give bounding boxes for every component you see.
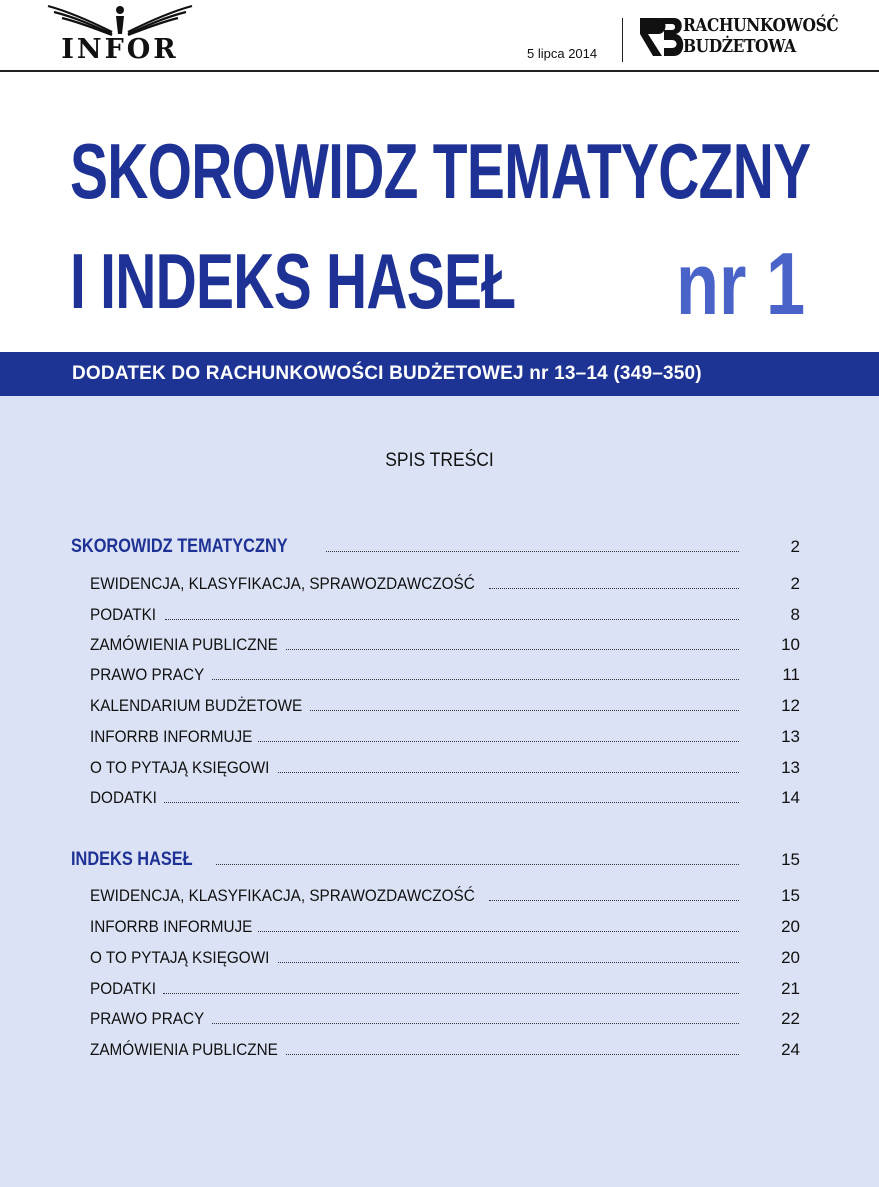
journal-logo-line1: RACHUNKOWOŚĆ xyxy=(683,15,839,36)
toc-page-number: 21 xyxy=(781,979,800,998)
toc-leader xyxy=(489,900,739,901)
toc-page-number: 12 xyxy=(781,696,800,715)
toc-item-label: DODATKI xyxy=(90,788,157,807)
toc-item-label: PODATKI xyxy=(90,605,157,624)
toc-item-label: ZAMÓWIENIA PUBLICZNE xyxy=(90,635,278,654)
toc-page-number: 13 xyxy=(781,727,800,746)
toc-leader xyxy=(286,649,739,650)
toc-item[interactable] xyxy=(0,664,879,688)
toc-item[interactable] xyxy=(0,695,879,719)
toc-leader xyxy=(278,772,739,773)
toc-section[interactable] xyxy=(0,849,879,873)
toc-item-label: PRAWO PRACY xyxy=(90,1009,205,1028)
toc-leader xyxy=(489,588,739,589)
journal-logo-line2: BUDŻETOWA xyxy=(683,36,796,57)
toc-item[interactable] xyxy=(0,978,879,1002)
toc-item[interactable] xyxy=(0,573,879,597)
toc-leader xyxy=(212,679,739,680)
toc-section[interactable] xyxy=(0,536,879,560)
infor-wings-icon xyxy=(40,2,200,36)
toc-item-label: O TO PYTAJĄ KSIĘGOWI xyxy=(90,948,270,967)
toc-leader xyxy=(278,962,739,963)
toc-page-number: 2 xyxy=(790,537,800,556)
toc-item-label: KALENDARIUM BUDŻETOWE xyxy=(90,696,303,715)
toc-item-label: INFORRB INFORMUJE xyxy=(90,917,253,936)
toc-page-number: 14 xyxy=(781,788,800,807)
toc-page-number: 8 xyxy=(790,605,800,624)
toc-item[interactable] xyxy=(0,885,879,909)
toc-item[interactable] xyxy=(0,604,879,628)
toc-page-number: 20 xyxy=(781,917,800,936)
supplement-band xyxy=(0,352,879,396)
toc-item-label: EWIDENCJA, KLASYFIKACJA, SPRAWOZDAWCZOŚĆ xyxy=(90,886,475,905)
toc-heading: SPIS TREŚCI xyxy=(385,450,494,471)
infor-logo xyxy=(40,2,200,64)
title-line1: SKOROWIDZ TEMATYCZNY xyxy=(70,127,811,215)
title-line2: I INDEKS HASEŁ xyxy=(70,237,516,325)
toc-section-label: INDEKS HASEŁ xyxy=(71,849,193,870)
infor-logo-text: INFOR xyxy=(61,34,179,65)
toc-leader xyxy=(165,619,739,620)
toc-page-number: 20 xyxy=(781,948,800,967)
toc-page-number: 10 xyxy=(781,635,800,654)
rachunkowosc-budzetowa-logo-icon xyxy=(636,14,686,60)
supplement-text: DODATEK DO RACHUNKOWOŚCI BUDŻETOWEJ nr 13–14 (349–350) xyxy=(72,363,702,384)
toc-page-number: 24 xyxy=(781,1040,800,1059)
toc-item-label: PRAWO PRACY xyxy=(90,665,205,684)
toc-item[interactable] xyxy=(0,757,879,781)
toc-leader xyxy=(163,993,739,994)
toc-leader xyxy=(326,551,739,552)
toc-page-number: 22 xyxy=(781,1009,800,1028)
toc-page-number: 15 xyxy=(781,886,800,905)
toc-item[interactable] xyxy=(0,916,879,940)
issue-date: 5 lipca 2014 xyxy=(527,46,598,61)
toc-page-number: 15 xyxy=(781,850,800,869)
toc-item-label: O TO PYTAJĄ KSIĘGOWI xyxy=(90,758,270,777)
toc-page-number: 2 xyxy=(790,574,800,593)
toc-leader xyxy=(164,802,739,803)
toc-item[interactable] xyxy=(0,1039,879,1063)
toc-page-number: 11 xyxy=(782,665,800,684)
toc-item-label: ZAMÓWIENIA PUBLICZNE xyxy=(90,1040,278,1059)
toc-leader xyxy=(216,864,739,865)
toc-item-label: EWIDENCJA, KLASYFIKACJA, SPRAWOZDAWCZOŚĆ xyxy=(90,574,475,593)
header-rule xyxy=(0,70,879,72)
page-header xyxy=(0,0,879,72)
toc-leader xyxy=(212,1023,739,1024)
toc-section-label: SKOROWIDZ TEMATYCZNY xyxy=(71,536,288,557)
toc-item[interactable] xyxy=(0,947,879,971)
toc-leader xyxy=(258,931,739,932)
toc-leader xyxy=(258,741,739,742)
journal-logo-text xyxy=(683,15,838,57)
toc-item[interactable] xyxy=(0,726,879,750)
toc-leader xyxy=(310,710,739,711)
toc-item-label: PODATKI xyxy=(90,979,157,998)
toc-item[interactable] xyxy=(0,634,879,658)
table-of-contents xyxy=(0,396,879,1187)
issue-number: nr 1 xyxy=(676,234,806,333)
toc-item[interactable] xyxy=(0,787,879,811)
toc-leader xyxy=(286,1054,739,1055)
toc-page-number: 13 xyxy=(781,758,800,777)
header-divider xyxy=(622,18,623,62)
toc-item[interactable] xyxy=(0,1008,879,1032)
toc-item-label: INFORRB INFORMUJE xyxy=(90,727,253,746)
